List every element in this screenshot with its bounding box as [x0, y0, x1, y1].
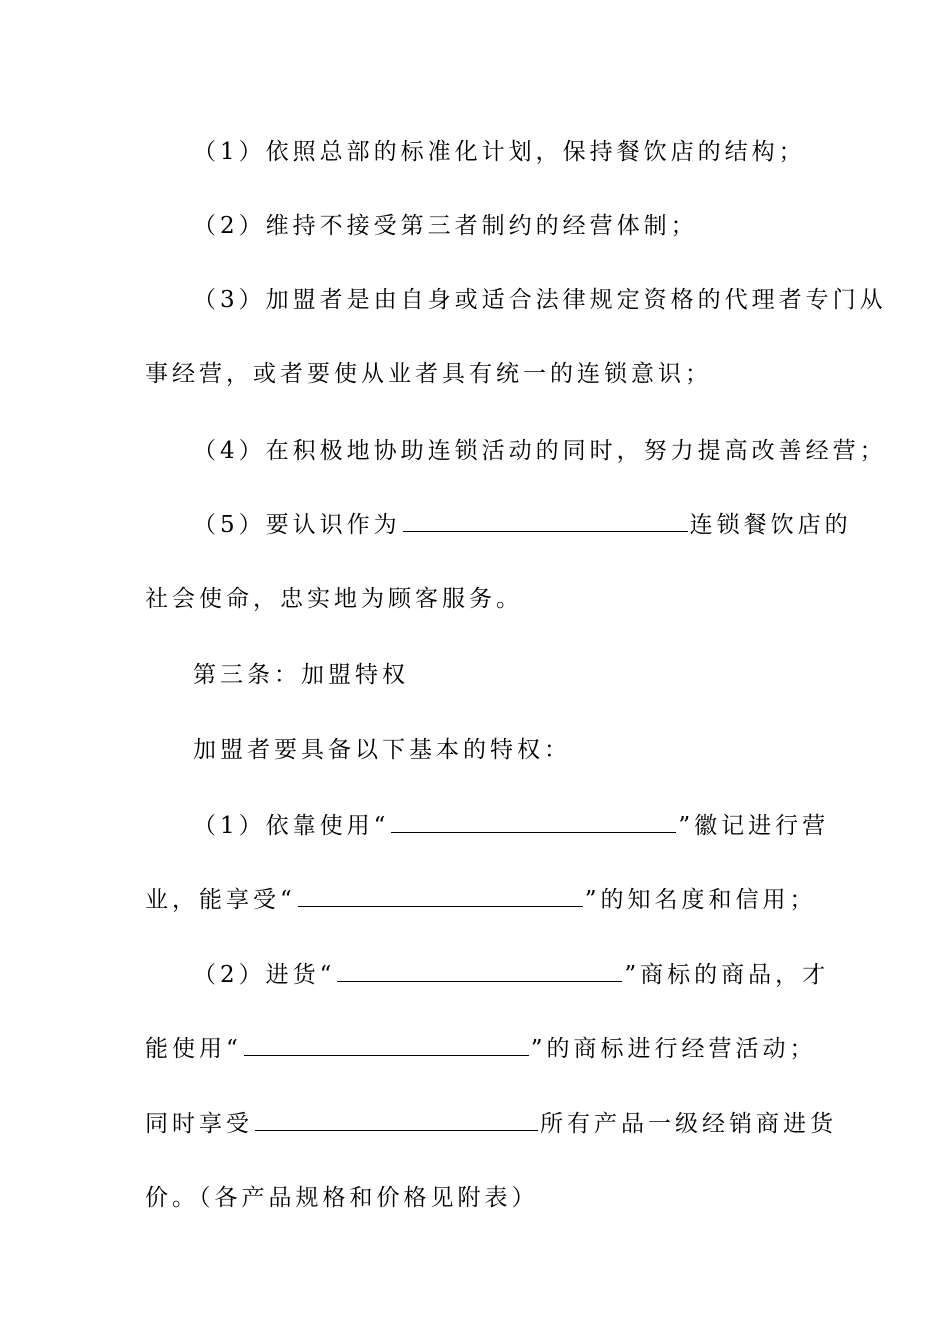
privilege-item-2-line-3 — [145, 1108, 837, 1140]
text: 所有产品一级经销商进货 — [540, 1111, 837, 1137]
text: （2）进货“ — [193, 962, 336, 988]
privilege-item-2-line-2 — [145, 1033, 817, 1065]
fill-blank — [255, 1110, 538, 1131]
text: ”徽记进行营 — [678, 813, 830, 839]
text: （5）要认识作为 — [193, 512, 401, 538]
clause-item-1 — [193, 136, 806, 168]
section-intro — [193, 734, 571, 766]
text: ”商标的商品，才 — [624, 962, 830, 988]
clause-item-5-line-1 — [193, 509, 852, 541]
text: 同时享受 — [145, 1111, 253, 1137]
fill-blank — [298, 886, 583, 907]
text: 价。（各产品规格和价格见附表） — [145, 1185, 539, 1211]
clause-item-2 — [193, 210, 698, 242]
clause-item-5-line-2 — [145, 583, 523, 615]
text: （2）维持不接受第三者制约的经营体制； — [193, 213, 698, 239]
privilege-item-1-line-2 — [145, 884, 817, 916]
privilege-item-2-line-4 — [145, 1182, 539, 1214]
fill-blank — [244, 1035, 529, 1056]
clause-item-3-line-1 — [193, 284, 887, 316]
text: 事经营，或者要使从业者具有统一的连锁意识； — [145, 361, 712, 387]
text: 连锁餐饮店的 — [689, 512, 852, 538]
section-heading — [193, 659, 409, 691]
text: （3）加盟者是由自身或适合法律规定资格的代理者专门从 — [193, 287, 887, 313]
text: ”的商标进行经营活动； — [530, 1036, 817, 1062]
privilege-item-2-line-1 — [193, 959, 829, 991]
clause-item-3-line-2 — [145, 358, 712, 390]
text: （1）依靠使用“ — [193, 813, 390, 839]
text: 社会使命，忠实地为顾客服务。 — [145, 586, 523, 612]
fill-blank — [391, 812, 676, 833]
text: （4）在积极地协助连锁活动的同时，努力提高改善经营； — [193, 438, 887, 464]
text: ”的知名度和信用； — [584, 887, 817, 913]
text: 第三条：加盟特权 — [193, 662, 409, 688]
text: （1）依照总部的标准化计划，保持餐饮店的结构； — [193, 139, 806, 165]
text: 加盟者要具备以下基本的特权： — [193, 737, 571, 763]
text: 能使用“ — [145, 1036, 242, 1062]
privilege-item-1-line-1 — [193, 810, 829, 842]
text: 业，能享受“ — [145, 887, 296, 913]
clause-item-4 — [193, 435, 887, 467]
fill-blank — [403, 511, 688, 532]
fill-blank — [337, 961, 622, 982]
